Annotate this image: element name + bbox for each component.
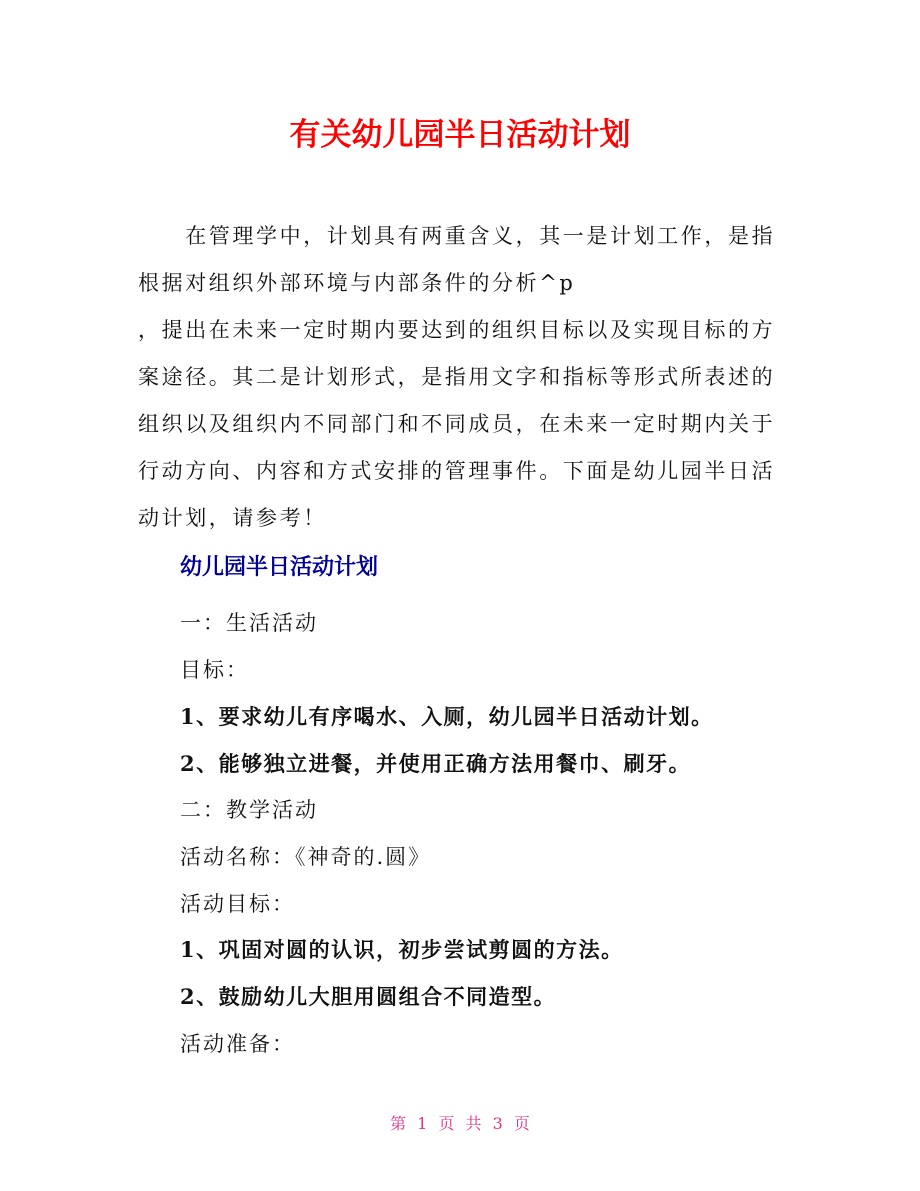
intro-line: 行动方向、内容和方式安排的管理事件。下面是幼儿园半日活 <box>138 459 776 483</box>
activity-goal-label: 活动目标： <box>180 892 295 916</box>
intro-line: 在管理学中，计划具有两重含义，其一是计划工作，是指 <box>138 224 776 248</box>
subheading-life-activity: 一：生活活动 <box>180 611 318 635</box>
goal-label: 目标： <box>180 658 249 682</box>
activity-name: 活动名称：《神奇的.圆》 <box>180 845 432 869</box>
page-number-footer: 第 1 页 共 3 页 <box>390 1114 530 1133</box>
activity-goal-item: 2、鼓励幼儿大胆用圆组合不同造型。 <box>180 984 557 1009</box>
goal-item: 2、能够独立进餐，并使用正确方法用餐巾、刷牙。 <box>180 751 692 776</box>
intro-line: 案途径。其二是计划形式，是指用文字和指标等形式所表述的 <box>138 365 776 389</box>
activity-prep-label: 活动准备： <box>180 1032 295 1056</box>
intro-line: ，提出在未来一定时期内要达到的组织目标以及实现目标的方 <box>138 318 776 342</box>
intro-paragraph <box>138 213 784 542</box>
subheading-teaching-activity: 二：教学活动 <box>180 798 318 822</box>
intro-line: 动计划，请参考！ <box>138 506 327 530</box>
activity-goal-item: 1、巩固对圆的认识，初步尝试剪圆的方法。 <box>180 937 624 962</box>
intro-line: 根据对组织外部环境与内部条件的分析^p <box>138 271 576 295</box>
intro-line: 组织以及组织内不同部门和不同成员，在未来一定时期内关于 <box>138 412 776 436</box>
document-title: 有关幼儿园半日活动计划 <box>289 117 631 153</box>
goal-item: 1、要求幼儿有序喝水、入厕，幼儿园半日活动计划。 <box>180 704 714 729</box>
section-heading: 幼儿园半日活动计划 <box>180 555 379 580</box>
